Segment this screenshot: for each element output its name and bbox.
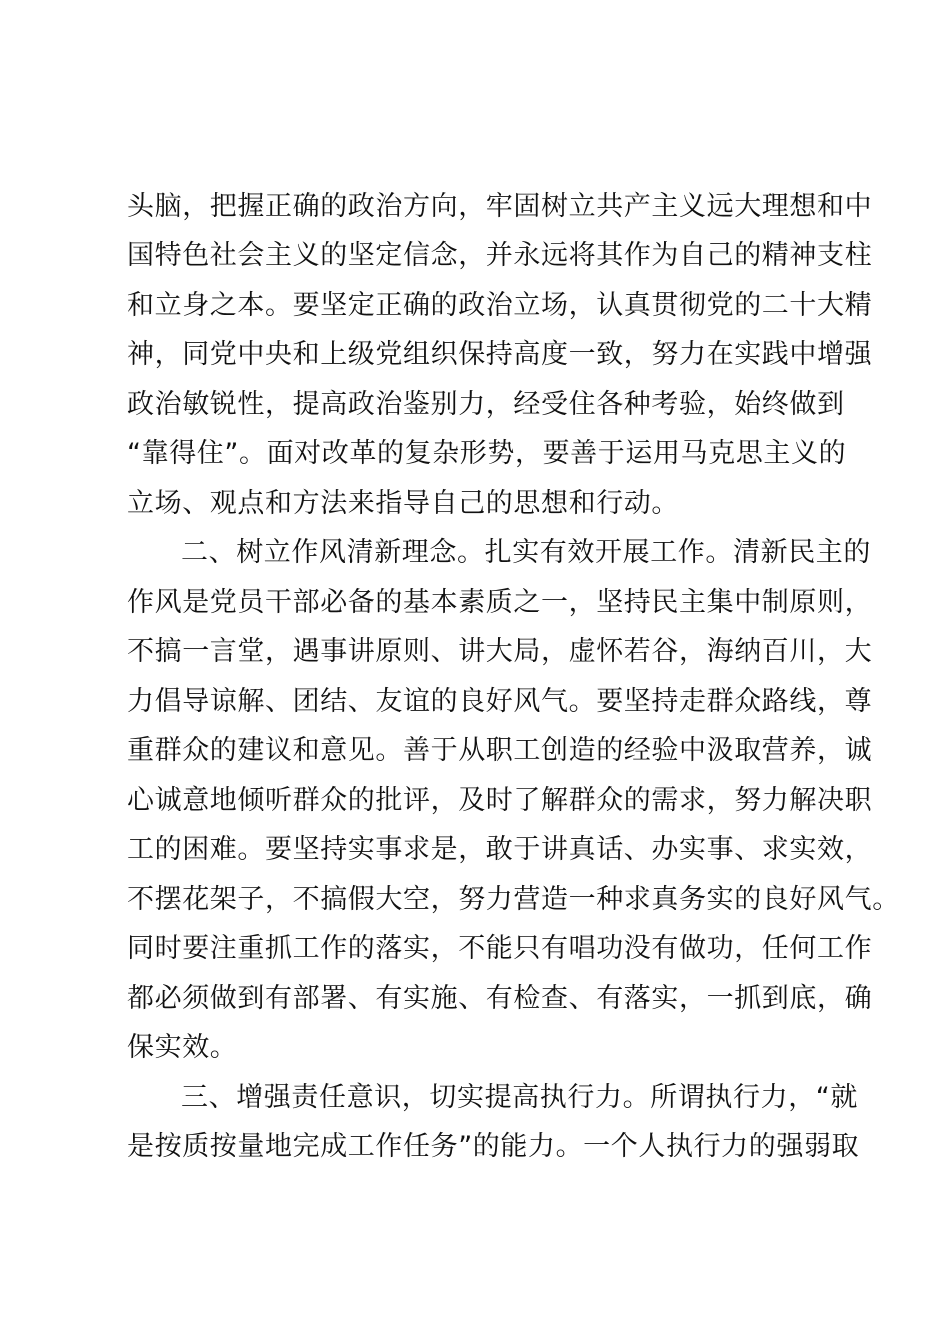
text-line: 和立身之本。要坚定正确的政治立场，认真贯彻党的二十大精 — [127, 290, 873, 321]
text-line: 作风是党员干部必备的基本素质之一，坚持民主集中制原则， — [127, 587, 873, 618]
text-line: 不摆花架子，不搞假大空，努力营造一种求真务实的良好风气。 — [127, 884, 900, 915]
text-line: 政治敏锐性，提高政治鉴别力，经受住各种考验，始终做到 — [127, 389, 845, 420]
text-line: 心诚意地倾听群众的批评，及时了解群众的需求，努力解决职 — [127, 785, 873, 816]
text-line: 不搞一言堂，遇事讲原则、讲大局，虚怀若谷，海纳百川，大 — [127, 636, 873, 667]
text-line: “靠得住”。面对改革的复杂形势，要善于运用马克思主义的 — [127, 438, 847, 469]
text-line: 神，同党中央和上级党组织保持高度一致，努力在实践中增强 — [127, 339, 873, 370]
text-line: 立场、观点和方法来指导自己的思想和行动。 — [127, 488, 679, 519]
text-line: 保实效。 — [127, 1032, 238, 1063]
text-line: 是按质按量地完成工作任务”的能力。一个人执行力的强弱取 — [127, 1131, 860, 1162]
text-line: 国特色社会主义的坚定信念，并永远将其作为自己的精神支柱 — [127, 240, 873, 271]
text-line: 同时要注重抓工作的落实，不能只有唱功没有做功，任何工作 — [127, 933, 873, 964]
text-line: 工的困难。要坚持实事求是，敢于讲真话、办实事、求实效， — [127, 834, 873, 865]
paragraph-heading-line: 三、增强责任意识，切实提高执行力。所谓执行力，“就 — [181, 1082, 858, 1113]
text-line: 重群众的建议和意见。善于从职工创造的经验中汲取营养，诚 — [127, 735, 873, 766]
text-line: 都必须做到有部署、有实施、有检查、有落实，一抓到底，确 — [127, 983, 873, 1014]
text-line: 头脑，把握正确的政治方向，牢固树立共产主义远大理想和中 — [127, 191, 873, 222]
text-line: 力倡导谅解、团结、友谊的良好风气。要坚持走群众路线，尊 — [127, 686, 873, 717]
paragraph-heading-line: 二、树立作风清新理念。扎实有效开展工作。清新民主的 — [181, 537, 871, 568]
